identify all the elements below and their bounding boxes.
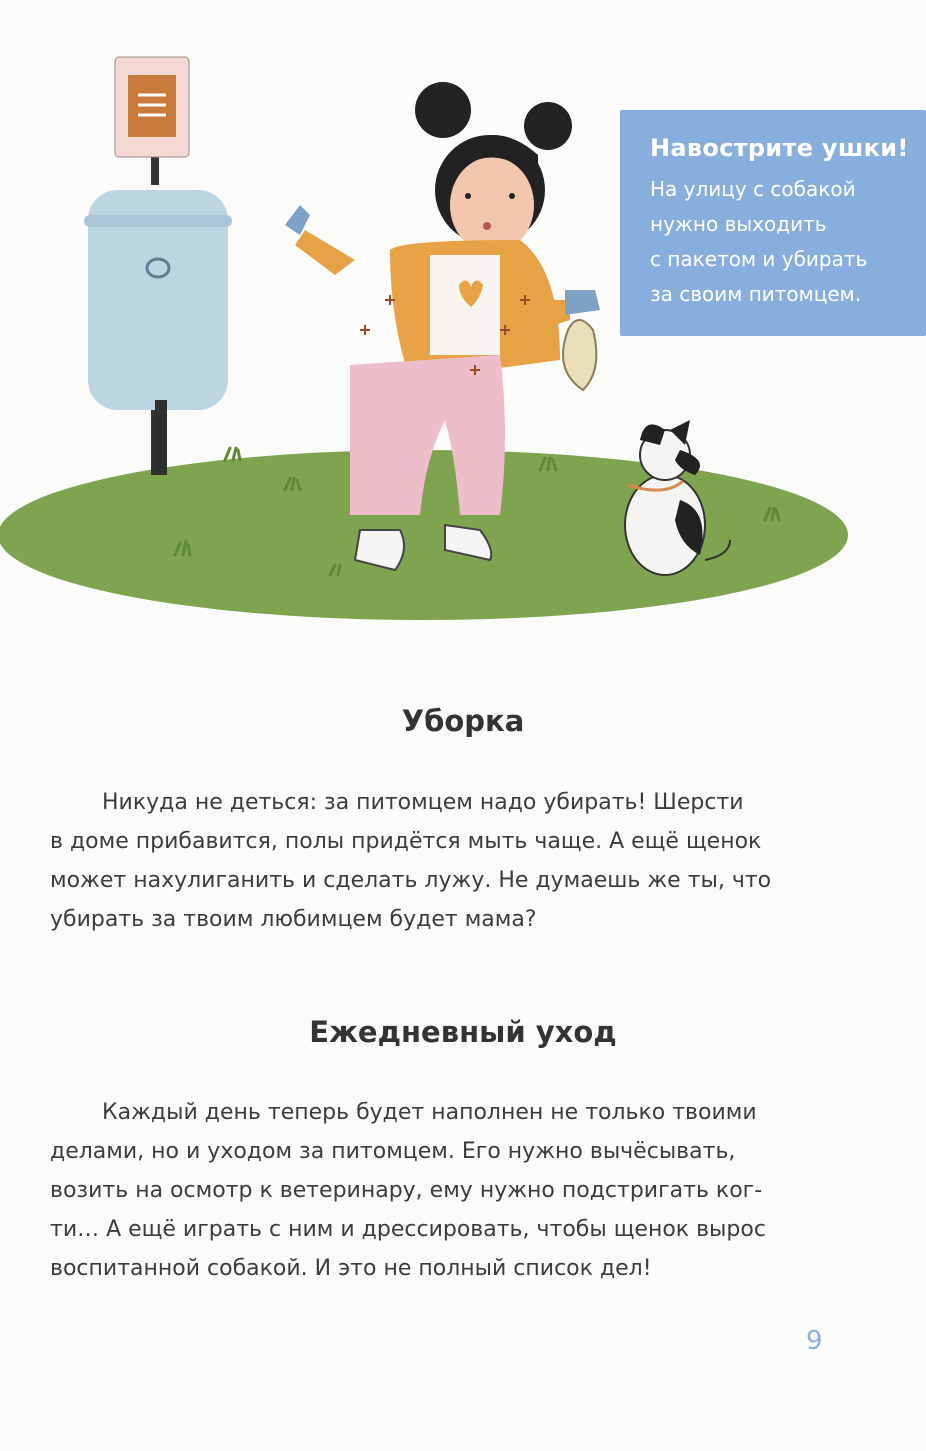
tip-box	[620, 110, 926, 336]
tip-title: Навострите ушки!	[650, 134, 909, 162]
tip-line: нужно выходить	[650, 212, 827, 236]
section-heading-cleaning: Уборка	[401, 704, 525, 738]
paragraph-line: возить на осмотр к ветеринару, ему нужно подстригать ког-	[50, 1178, 763, 1203]
paragraph-line: делами, но и уходом за питомцем. Его нужно вычёсывать,	[50, 1139, 736, 1164]
tip-line: На улицу с собакой	[650, 177, 856, 201]
paragraph-line: убирать за твоим любимцем будет мама?	[50, 907, 537, 932]
page-number: 9	[806, 1326, 823, 1356]
paragraph-cleaning	[50, 783, 840, 939]
tip-line: с пакетом и убирать	[650, 247, 868, 271]
paragraph-line: может нахулиганить и сделать лужу. Не думаешь же ты, что	[50, 868, 772, 893]
paragraph-line: Никуда не деться: за питомцем надо убирать! Шерсти	[102, 790, 744, 815]
paragraph-line: Каждый день теперь будет наполнен не только твоими	[102, 1100, 757, 1125]
paragraph-line: воспитанной собакой. И это не полный список дел!	[50, 1256, 652, 1281]
section-heading-daily-care: Ежедневный уход	[309, 1015, 617, 1049]
paragraph-line: ти… А ещё играть с ним и дрессировать, чтобы щенок вырос	[50, 1217, 766, 1242]
tip-line: за своим питомцем.	[650, 282, 862, 306]
paragraph-daily-care	[50, 1093, 840, 1288]
trash-bin	[84, 57, 232, 475]
paragraph-line: в доме прибавится, полы придётся мыть чаще. А ещё щенок	[50, 829, 762, 854]
